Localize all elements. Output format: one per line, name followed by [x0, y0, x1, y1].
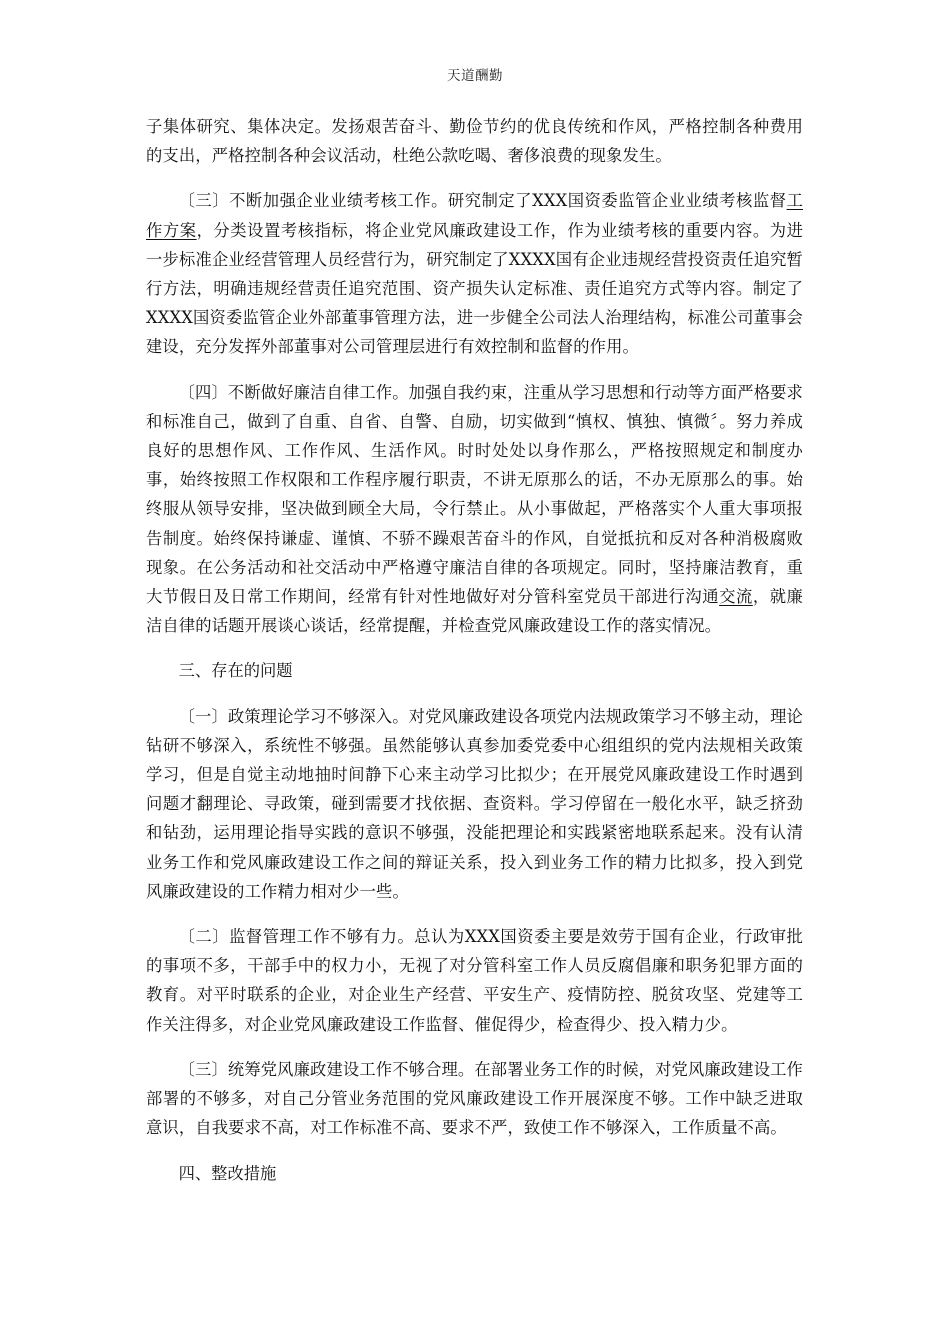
paragraph-problem-2: 〔二〕监督管理工作不够有力。总认为XXX国资委主要是效劳于国有企业，行政审批的事项不多，干部手中的权力小，无视了对分管科室工作人员反腐倡廉和职务犯罪方面的教育。对平时联系的企业，对企业生产经营、平安生产、疫情防控、脱贫攻坚、党建等工作关注得多，对企业党风廉政建设工作监督、催促得少，检查得少、投入精力少。 [146, 927, 803, 1034]
document-body [146, 112, 803, 1204]
paragraph-text: ，就廉洁自律的话题开展谈心谈话，经常提醒，并检查党风廉政建设工作的落实情况。 [146, 587, 803, 636]
paragraph-text: ，分类设置考核指标，将企业党风廉政建设工作，作为业绩考核的重要内容。为进一步标准企业经营管理人员经营行为，研究制定了XXXX国有企业违规经营投资责任追究暂行方法，明确违规经营责任追究范围、资产损失认定标准、责任追究方式等内容。制定了XXXX国资委监管企业外部董事管理方法，进一步健全公司法人治理结构，标准公司董事会建设，充分发挥外部董事对公司管理层进行有效控制和监督的作用。 [146, 220, 804, 357]
paragraph-problem-3: 〔三〕统筹党风廉政建设工作不够合理。在部署业务工作的时候，对党风廉政建设工作部署的不够多，对自己分管业务范围的党风廉政建设工作开展深度不够。工作中缺乏进取意识，自我要求不高，对工作标准不高、要求不严，致使工作不够深入，工作质量不高。 [146, 1059, 803, 1138]
paragraph-continuation: 子集体研究、集体决定。发扬艰苦奋斗、勤俭节约的优良传统和作风，严格控制各种费用的支出，严格控制各种会议活动，杜绝公款吃喝、奢侈浪费的现象发生。 [146, 117, 803, 166]
paragraph-problem-1: 〔一〕政策理论学习不够深入。对党风廉政建设各项党内法规政策学习不够主动，理论钻研不够深入，系统性不够强。虽然能够认真参加委党委中心组组织的党内法规相关政策学习，但是自觉主动地抽时间静下心来主动学习比拟少；在开展党风廉政建设工作时遇到问题才翻理论、寻政策，碰到需要才找依据、查资料。学习停留在一般化水平，缺乏挤劲和钻劲，运用理论指导实践的意识不够强，没能把理论和实践紧密地联系起来。没有认清业务工作和党风廉政建设工作之间的辩证关系，投入到业务工作的精力比拟多，投入到党风廉政建设的工作精力相对少一些。 [146, 706, 803, 901]
section-heading-measures: 四、整改措施 [178, 1163, 277, 1183]
paragraph-self-discipline [146, 378, 803, 641]
paragraph-text: 〔四〕不断做好廉洁自律工作。加强自我约束，注重从学习思想和行动等方面严格要求和标准自己，做到了自重、自省、自警、自励，切实做到“慎权、慎独、慎微〞。努力养成良好的思想作风、工作作风、生活作风。时时处处以身作那么，严格按照规定和制度办事，始终按照工作权限和工作程序履行职责，不讲无原那么的话，不办无原那么的事。始终服从领导安排，坚决做到顾全大局，令行禁止。从小事做起，严格落实个人重大事项报告制度。始终保持谦虚、谨慎、不骄不躁艰苦奋斗的作风，自觉抵抗和反对各种消极腐败现象。在公务活动和社交活动中严格遵守廉洁自律的各项规定。同时，坚持廉洁教育，重大节假日及日常工作期间，经常有针对性地做好对分管科室党员干部进行沟通 [146, 382, 803, 607]
work-plan-link[interactable]: 工作方案 [146, 191, 803, 240]
page-header: 天道酬勤 [447, 68, 503, 84]
paragraph-text: 〔三〕不断加强企业业绩考核工作。研究制定了XXX国资委监管企业业绩考核监督 [178, 191, 787, 211]
exchange-link[interactable]: 交流 [719, 587, 753, 607]
paragraph-performance-assessment [146, 186, 803, 361]
section-heading-problems: 三、存在的问题 [178, 661, 293, 681]
